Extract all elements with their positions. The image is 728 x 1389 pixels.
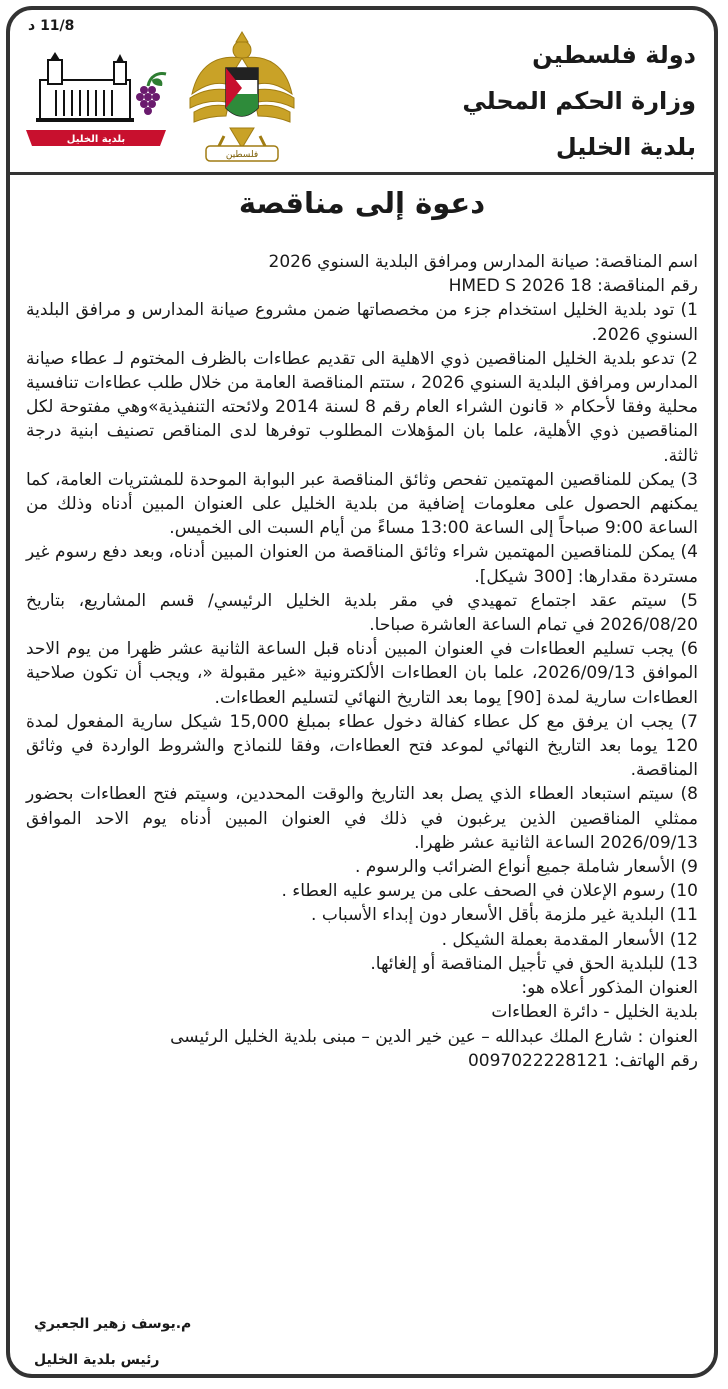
tender-item: 6) يجب تسليم العطاءات في العنوان المبين أدناه قبل الساعة الثانية عشر ظهرا من يوم الاحد الموافق 2026/09/13، علما بان العطاءات الألكترونية «غير مقبولة «، ويجب أن تكون صلاحية العطاءات سارية لمدة [90] يوما بعد التاريخ النهائي لتسليم العطاءات. (26, 639, 698, 708)
hebron-municipality-logo (22, 50, 170, 150)
header (10, 10, 714, 170)
advertisement-frame (6, 6, 718, 1378)
phone-number: رقم الهاتف: 0097022228121 (467, 1050, 698, 1071)
government-lines (462, 32, 696, 170)
header-divider (10, 172, 714, 175)
tender-body (26, 250, 698, 1073)
tender-item: 8) سيتم استبعاد العطاء الذي يصل بعد التاريخ والوقت المحددين، وسيتم فتح العطاءات بحضور ممثلي المناقصين الذين يرغبون في ذلك في العنوان المبين أدناه يوم الاحد الموافق 2026/09/13 الساعة الثانية عشر ظهرا. (26, 784, 698, 853)
tender-item: 4) يمكن للمناقصين المهتمين شراء وثائق المناقصة من العنوان المبين أدناه، وبعد دفع رسوم غير مستردة مقدارها: [300 شيكل]. (26, 542, 698, 587)
page-title: دعوة إلى مناقصة (238, 186, 486, 220)
tender-item: 3) يمكن للمناقصين المهتمين تفحص وثائق المناقصة عبر البوابة الموحدة للمشتريات العامة، كما يمكنهم الحصول على معلومات إضافية من بلدية الخليل على العنوان المبين أدناه وذلك من الساعة 9:00 صباحاً إلى الساعة 13:00 مساءً من أيام السبت الى الخميس. (26, 469, 698, 539)
municipality-name: بلدية الخليل (555, 133, 696, 161)
state-name: دولة فلسطين (532, 41, 696, 69)
tender-item: 11) البلدية غير ملزمة بأقل الأسعار دون إبداء الأسباب . (311, 905, 698, 926)
tender-item: 13) للبلدية الحق في تأجيل المناقصة أو إلغائها. (370, 953, 698, 974)
palestine-emblem-icon (186, 24, 298, 164)
address-department: بلدية الخليل - دائرة العطاءات (491, 1002, 698, 1023)
tender-item: 5) سيتم عقد اجتماع تمهيدي في مقر بلدية الخليل الرئيسي/ قسم المشاريع، بتاريخ 2026/08/20 في تمام الساعة العاشرة صباحا. (26, 590, 698, 636)
tender-item: 7) يجب ان يرفق مع كل عطاء كفالة دخول عطاء بمبلغ 15,000 شيكل سارية المفعول لمدة 120 يوما بعد التاريخ النهائي لموعد فتح العطاءات، وفقا للنماذج والشروط الواردة في وثائق المناقصة. (26, 711, 698, 781)
emblem-text: فلسطين (225, 150, 259, 160)
tender-item: 10) رسوم الإعلان في الصحف على من يرسو عليه العطاء . (281, 881, 698, 902)
logo-text: بلدية الخليل (66, 134, 126, 145)
tender-name: اسم المناقصة: صيانة المدارس ومرافق البلدية السنوي 2026 (268, 252, 698, 272)
address-intro: العنوان المذكور أعلاه هو: (521, 978, 698, 999)
tender-item: 2) تدعو بلدية الخليل المناقصين ذوي الاهلية الى تقديم عطاءات بالظرف المختوم لـ عطاء صيانة المدارس ومرافق البلدية السنوي 2026 ، ستتم المناقصة العامة من خلال طلب عطاءات تنافسية محلية وفقا لأحكام « قانون الشراء العام رقم 8 لسنة 2014 ولائحته التنفيذية»وهي مفتوحة لكل المناقصين ذوي الأهلية، علما بان المؤهلات المطلوب توفرها لدى المناقص تصنيف ابنية درجة ثالثة. (26, 348, 698, 466)
signatory-title: رئيس بلدية الخليل (34, 1352, 160, 1368)
tender-item: 9) الأسعار شاملة جميع أنواع الضرائب والرسوم . (354, 857, 698, 878)
tender-item: 1) تود بلدية الخليل استخدام جزء من مخصصاتها ضمن مشروع صيانة المدارس و مرافق البلدية السنوي 2026. (26, 300, 698, 345)
tender-number: رقم المناقصة: 18 HMED S 2026 (448, 276, 698, 297)
reference-number: 11/8 د (28, 18, 75, 34)
tender-item: 12) الأسعار المقدمة بعملة الشيكل . (441, 929, 698, 950)
signatory-name: م.يوسف زهير الجعبري (34, 1316, 192, 1332)
address-line: العنوان : شارع الملك عبدالله – عين خير الدين – مبنى بلدية الخليل الرئيسى (170, 1026, 698, 1047)
ministry-name: وزارة الحكم المحلي (462, 87, 696, 115)
